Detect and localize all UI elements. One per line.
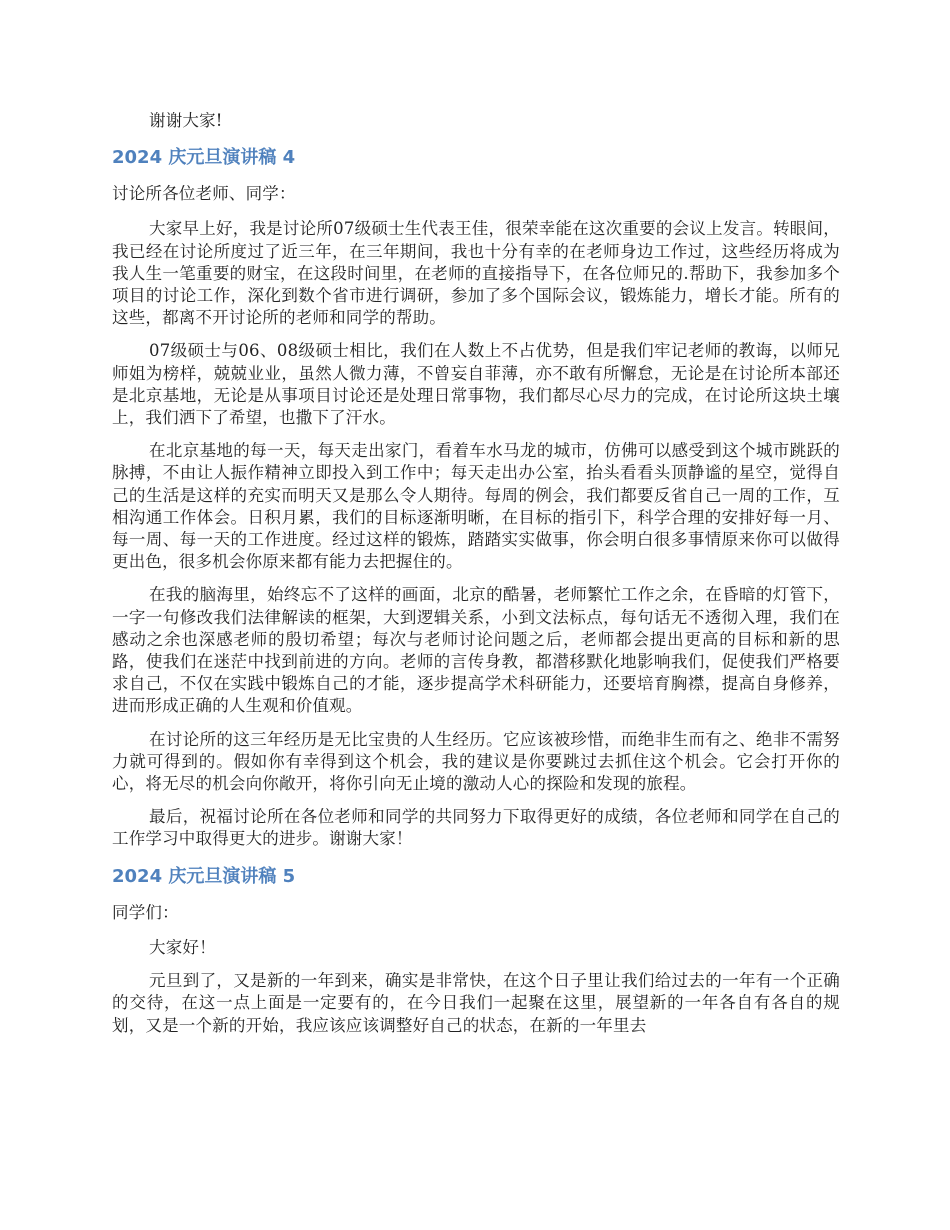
salutation-5: 同学们： [112,902,179,922]
paragraph: 大家好！ [149,937,216,957]
paragraph: 在讨论所的这三年经历是无比宝贵的人生经历。它应该被珍惜，而绝非生而有之、绝非不需努力就可得到的。假如你有幸得到这个机会，我的建议是你要跳过去抓住这个机会。它会打开你的心，将无尽的机会向你敞开，将你引向无止境的激动人心的探险和发现的旅程。 [112,729,840,794]
section-heading-4: 2024 庆元旦演讲稿 4 [112,147,296,169]
salutation-4: 讨论所各位老师、同学： [112,184,296,204]
paragraph: 最后，祝福讨论所在各位老师和同学的共同努力下取得更好的成绩，各位老师和同学在自己的工作学习中取得更大的进步。谢谢大家！ [112,807,840,849]
paragraph: 在我的脑海里，始终忘不了这样的画面，北京的酷暑，老师繁忙工作之余，在昏暗的灯管下，一字一句修改我们法律解读的框架，大到逻辑关系，小到文法标点，每句话无不透彻入理，我们在感动之余也深感老师的殷切希望；每次与老师讨论问题之后，老师都会提出更高的目标和新的思路，使我们在迷茫中找到前进的方向。老师的言传身教，都潜移默化地影响我们，促使我们严格要求自己，不仅在实践中锻炼自己的才能，逐步提高学术科研能力，还要培育胸襟，提高自身修养，进而形成正确的人生观和价值观。 [112,585,840,716]
paragraph: 大家早上好，我是讨论所07级硕士生代表王佳，很荣幸能在这次重要的会议上发言。转眼间，我已经在讨论所度过了近三年，在三年期间，我也十分有幸的在老师身边工作过，这些经历将成为我人生一笔重要的财宝，在这段时间里，在老师的直接指导下，在各位师兄的.帮助下，我参加多个项目的讨论工作，深化到数个省市进行调研，参加了多个国际会议，锻炼能力，增长才能。所有的这些，都离不开讨论所的老师和同学的帮助。 [112,219,840,328]
section-heading-5: 2024 庆元旦演讲稿 5 [112,865,296,887]
document-page [112,110,840,1037]
closing-line: 谢谢大家! [149,111,223,130]
paragraph: 元旦到了，又是新的一年到来，确实是非常快，在这个日子里让我们给过去的一年有一个正确的交待，在这一点上面是一定要有的，在今日我们一起聚在这里，展望新的一年各自有各自的规划，又是一个新的开始，我应该应该调整好自己的状态，在新的一年里去 [112,971,840,1035]
paragraph: 在北京基地的每一天，每天走出家门，看着车水马龙的城市，仿佛可以感受到这个城市跳跃的脉搏，不由让人振作精神立即投入到工作中；每天走出办公室，抬头看看头顶静谧的星空，觉得自己的生活是这样的充实而明天又是那么令人期待。每周的例会，我们都要反省自己一周的工作，互相沟通工作体会。日积月累，我们的目标逐渐明晰，在目标的指引下，科学合理的安排好每一月、每一周、每一天的工作进度。经过这样的锻炼，踏踏实实做事，你会明白很多事情原来你可以做得更出色，很多机会你原来都有能力去把握住的。 [112,441,840,572]
paragraph: 07级硕士与06、08级硕士相比，我们在人数上不占优势，但是我们牢记老师的教诲，以师兄师姐为榜样，兢兢业业，虽然人微力薄，不曾妄自菲薄，亦不敢有所懈怠，无论是在讨论所本部还是北京基地，无论是从事项目讨论还是处理日常事物，我们都尽心尽力的完成，在讨论所这块土壤上，我们洒下了希望，也撒下了汗水。 [112,341,840,428]
